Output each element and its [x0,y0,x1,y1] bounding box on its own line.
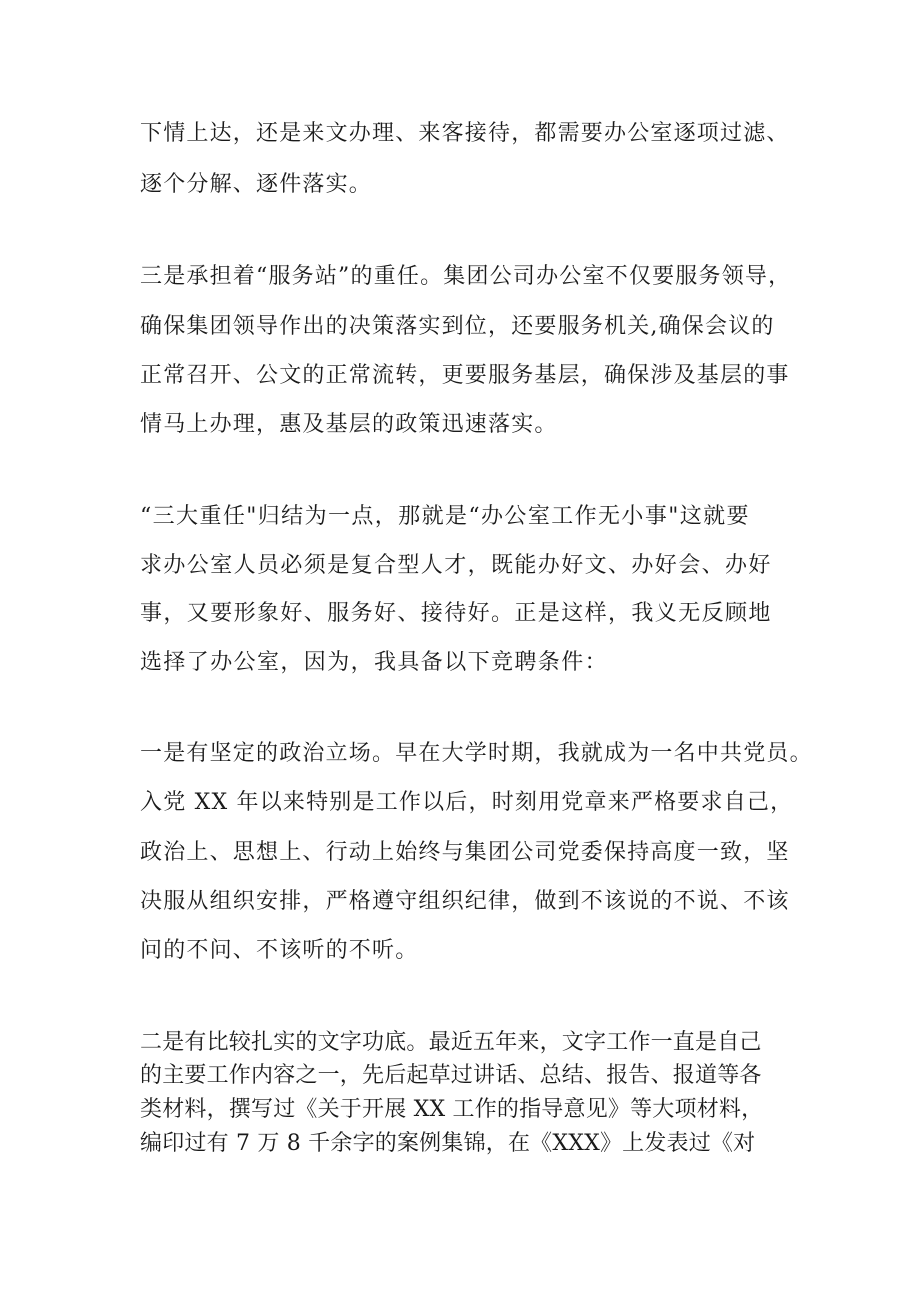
paragraph-line: 一是有坚定的政治立场。早在大学时期，我就成为一名中共党员。 [140,741,813,766]
paragraph-line: 事，又要形象好、服务好、接待好。正是这样，我义无反顾地 [140,601,772,626]
paragraph-line: “三大重任"归结为一点，那就是“办公室工作无小事"这就要 [140,504,750,529]
paragraph-line: 类材料，撰写过《关于开展 XX 工作的指导意见》等大项材料， [140,1097,764,1122]
paragraph-line: 情马上办理，惠及基层的政策迅速落实。 [140,412,558,437]
paragraph-line: 编印过有 7 万 8 千余字的案例集锦，在《XXX》上发表过《对 [140,1131,756,1156]
paragraph-line: 问的不问、不该听的不听。 [140,938,419,963]
paragraph-line: 逐个分解、逐件落实。 [140,172,373,197]
paragraph-line: 的主要工作内容之一，先后起草过讲话、总结、报告、报道等各 [140,1063,762,1088]
paragraph-line: 求办公室人员必须是复合型人才，既能办好文、办好会、办好 [140,553,772,578]
paragraph-line: 政治上、思想上、行动上始终与集团公司党委保持高度一致，坚 [140,840,790,865]
paragraph-line: 正常召开、公文的正常流转，更要服务基层，确保涉及基层的事 [140,363,790,388]
paragraph-line: 选择了办公室，因为，我具备以下竞聘条件： [140,650,609,675]
paragraph-line: 二是有比较扎实的文字功底。最近五年来，文字工作一直是自己 [140,1030,762,1055]
paragraph-line: 确保集团领导作出的决策落实到位，还要服务机关,确保会议的 [140,314,775,339]
paragraph-line: 三是承担着“服务站”的重任。集团公司办公室不仅要服务领导， [140,264,792,289]
paragraph-line: 决服从组织安排，严格遵守组织纪律，做到不该说的不说、不该 [140,889,790,914]
paragraph-line: 入党 XX 年以来特别是工作以后，时刻用党章来严格要求自己， [140,790,794,815]
paragraph-line: 下情上达，还是来文办理、来客接待，都需要办公室逐项过滤、 [140,121,790,146]
